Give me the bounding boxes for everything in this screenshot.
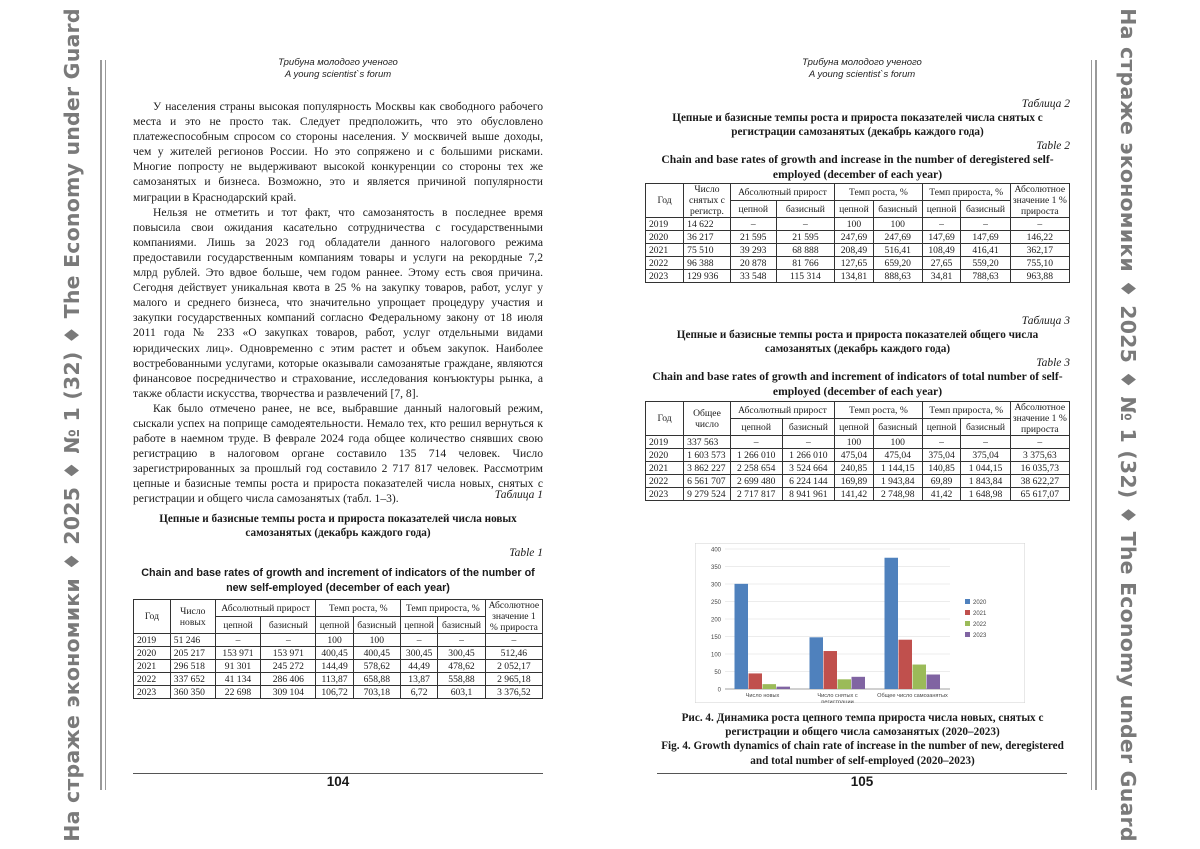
table-cell: 108,49 [922, 244, 961, 257]
table-cell: 140,85 [922, 462, 961, 475]
table-cell: 296 518 [170, 660, 215, 673]
col-growth-header: Темп роста, % [835, 184, 923, 201]
table-cell: 2 965,18 [485, 673, 542, 686]
table-cell: 51 246 [170, 634, 215, 647]
x-category-label: регистрации [821, 699, 854, 703]
table-cell: 475,04 [835, 449, 874, 462]
col-base-header: базисный [776, 201, 834, 218]
figure-caption-ru: Рис. 4. Динамика роста цепного темпа прироста числа новых, снятых с регистрации и общего числа самозанятых (2020–2023) [681, 712, 1044, 739]
legend-label: 2020 [973, 600, 987, 606]
table-cell: – [485, 634, 542, 647]
right-running-header [657, 57, 1067, 81]
table-row [646, 475, 1070, 488]
table-cell: – [961, 218, 1010, 231]
table-cell: 100 [316, 634, 353, 647]
table-cell: 1 648,98 [961, 488, 1010, 501]
table-cell: 2022 [646, 475, 684, 488]
table-cell: 2023 [646, 270, 684, 283]
figure-caption-en: Fig. 4. Growth dynamics of chain rate of increase in the number of new, deregistered and total number of self-employed (2020–2023) [661, 740, 1064, 767]
table-row [134, 686, 543, 699]
table-row [646, 449, 1070, 462]
table-cell: 2021 [646, 462, 684, 475]
table-cell: – [261, 634, 316, 647]
table-cell: 129 936 [684, 270, 731, 283]
table-cell: 34,81 [922, 270, 961, 283]
bar-2022 [838, 679, 852, 689]
table-row [646, 244, 1070, 257]
table-cell: 2020 [646, 231, 684, 244]
col-year-header: Год [646, 402, 684, 436]
table-cell: 2 052,17 [485, 660, 542, 673]
left-spine-text: На страже экономики ♦ 2025 ♦ № 1 (32) ♦ The Economy under Guard [60, 7, 84, 842]
table-cell: 75 510 [684, 244, 731, 257]
table-cell: 703,18 [353, 686, 400, 699]
table-header-row [134, 600, 543, 617]
table-cell: 755,10 [1010, 257, 1069, 270]
table-cell: 100 [873, 436, 922, 449]
legend-label: 2023 [973, 633, 987, 639]
table-cell: 245 272 [261, 660, 316, 673]
y-tick-label: 250 [710, 600, 721, 606]
bar-2023 [852, 677, 866, 689]
col-count-header: Общее число [684, 402, 731, 436]
col-base-header: базисный [961, 419, 1010, 436]
table-cell: 33 548 [730, 270, 776, 283]
table-cell: – [1010, 436, 1069, 449]
table-cell: 240,85 [835, 462, 874, 475]
table-row [646, 462, 1070, 475]
bar-2020 [735, 584, 749, 689]
right-spine-rule-thin [1091, 60, 1092, 790]
table-row [646, 270, 1070, 283]
table-cell: 416,41 [961, 244, 1010, 257]
table-cell: 27,65 [922, 257, 961, 270]
left-spine-rule-thin [105, 60, 106, 790]
table-cell: 1 603 573 [684, 449, 731, 462]
col-growth-header: Темп роста, % [316, 600, 400, 617]
table-cell: 2 258 654 [730, 462, 782, 475]
col-year-header: Год [134, 600, 171, 634]
bar-2020 [885, 558, 899, 689]
table-cell: 39 293 [730, 244, 776, 257]
table3-block [645, 314, 1070, 501]
table-cell: 362,17 [1010, 244, 1069, 257]
table-row [646, 231, 1070, 244]
table-cell: 2019 [646, 436, 684, 449]
col-abs-header: Абсолютный прирост [215, 600, 316, 617]
table-cell: 44,49 [400, 660, 437, 673]
col-count-header: Число снятых с регистр. [684, 184, 731, 218]
table-cell: 475,04 [873, 449, 922, 462]
table-cell: – [438, 634, 486, 647]
table-cell: – [922, 436, 961, 449]
table-cell: – [215, 634, 260, 647]
y-tick-label: 350 [710, 565, 721, 571]
table-cell: 6 561 707 [684, 475, 731, 488]
table-cell: 788,63 [961, 270, 1010, 283]
legend-label: 2021 [973, 611, 987, 617]
table-cell: 100 [873, 218, 922, 231]
col-base-header: базисный [873, 419, 922, 436]
table-cell: 153 971 [215, 647, 260, 660]
table-cell: 2020 [134, 647, 171, 660]
table-cell: 41,42 [922, 488, 961, 501]
table-cell: 400,45 [353, 647, 400, 660]
table-cell: 2021 [134, 660, 171, 673]
right-page-number: 105 [850, 774, 874, 789]
table-cell: 91 301 [215, 660, 260, 673]
legend-swatch-2022 [965, 621, 970, 626]
table-cell: 68 888 [776, 244, 834, 257]
table-cell: 2023 [134, 686, 171, 699]
table-cell: 3 375,63 [1010, 449, 1069, 462]
table-cell: 2022 [646, 257, 684, 270]
col-base-header: базисный [261, 617, 316, 634]
table-cell: 300,45 [438, 647, 486, 660]
table1-title-en: Chain and base rates of growth and increment of indicators of the number of new self-employed (december of each year) [141, 567, 535, 594]
table3 [645, 401, 1070, 501]
y-tick-label: 400 [710, 547, 721, 554]
table-cell: 963,88 [1010, 270, 1069, 283]
col-abs-header: Абсолютный прирост [730, 402, 834, 419]
table-cell: 309 104 [261, 686, 316, 699]
table-cell: 20 878 [730, 257, 776, 270]
table-cell: 1 943,84 [873, 475, 922, 488]
table1-label-ru: Таблица 1 [494, 489, 543, 501]
left-spine-rule [100, 60, 102, 790]
col-chain-header: цепной [316, 617, 353, 634]
table-cell: 41 134 [215, 673, 260, 686]
col-incr-header: Темп прироста, % [922, 184, 1010, 201]
table2-block [645, 97, 1070, 283]
table-header-row [646, 402, 1070, 419]
table2-title-en: Chain and base rates of growth and increase in the number of deregistered self-employed (december of each year) [661, 153, 1054, 181]
table-cell: 2019 [646, 218, 684, 231]
table2-title-ru: Цепные и базисные темпы роста и прироста показателей числа снятых с регистрации самозанятых (декабрь каждого года) [672, 112, 1043, 138]
bar-2021 [899, 640, 913, 689]
col-base-header: базисный [873, 201, 922, 218]
table1-title-ru: Цепные и базисные темпы роста и прироста показателей числа новых самозанятых (декабрь каждого года) [159, 513, 517, 539]
table2 [645, 183, 1070, 283]
table-cell: 127,65 [835, 257, 874, 270]
table-cell: 247,69 [873, 231, 922, 244]
table-row [646, 436, 1070, 449]
bar-2021 [749, 673, 763, 689]
journal-title-en: A young scientist`s forum [808, 69, 916, 80]
table-cell: 208,49 [835, 244, 874, 257]
figure-4-caption [655, 711, 1070, 768]
table-cell: 2023 [646, 488, 684, 501]
col-base-header: базисный [353, 617, 400, 634]
table-cell: – [400, 634, 437, 647]
col-base-header: базисный [961, 201, 1010, 218]
table-cell: 400,45 [316, 647, 353, 660]
col-year-header: Год [646, 184, 684, 218]
table-cell: 578,62 [353, 660, 400, 673]
table-row [646, 218, 1070, 231]
right-spine-text: На страже экономики ♦ 2025 ♦ № 1 (32) ♦ The Economy under Guard [1116, 7, 1140, 842]
right-page [600, 0, 1200, 849]
table-cell: 144,49 [316, 660, 353, 673]
table-cell: 100 [835, 218, 874, 231]
table-cell: 337 652 [170, 673, 215, 686]
table-cell: 69,89 [922, 475, 961, 488]
col-abs-header: Абсолютный прирост [730, 184, 834, 201]
table-cell: 147,69 [961, 231, 1010, 244]
legend-swatch-2020 [965, 599, 970, 604]
table-cell: 1 044,15 [961, 462, 1010, 475]
table-cell: 14 622 [684, 218, 731, 231]
x-category-label: Число снятых с [817, 693, 858, 699]
table-cell: 13,87 [400, 673, 437, 686]
table-cell: 146,22 [1010, 231, 1069, 244]
table-cell: 1 266 010 [730, 449, 782, 462]
legend-swatch-2023 [965, 632, 970, 637]
bar-2023 [927, 675, 941, 689]
bar-2020 [810, 637, 824, 689]
bar-2023 [777, 687, 791, 689]
y-tick-label: 0 [717, 687, 721, 694]
table3-title-ru: Цепные и базисные темпы роста и прироста показателей общего числа самозанятых (декабрь каждого года) [676, 329, 1039, 355]
journal-title-ru: Трибуна молодого ученого [278, 57, 398, 68]
journal-title-ru: Трибуна молодого ученого [802, 57, 922, 68]
col-chain-header: цепной [835, 201, 874, 218]
table3-title-en: Chain and base rates of growth and increment of indicators of total number of self-employed (december of each year) [652, 370, 1063, 398]
paragraph: Как было отмечено ранее, не все, выбравшие данный налоговый режим, сыскали успех на поприще самодеятельности. Немало тех, кто решил вернуться к работе в наемном труде. В феврале 2024 года общее количество снявших свою регистрацию в налоговом органе составило 135 714 человек. Число зарегистрированных за прошлый год составило 2 717 817 человек. Рассмотрим цепные и базисные темпы роста и прироста показателей числа новых, снятых с регистрации и общего числа самозанятых (табл. 1–3). [133, 401, 543, 506]
table-cell: 375,04 [961, 449, 1010, 462]
bar-2022 [913, 665, 927, 689]
table-cell: – [730, 436, 782, 449]
table-cell: – [922, 218, 961, 231]
left-spine [46, 0, 98, 849]
table-header-row [646, 184, 1070, 201]
table-cell: – [730, 218, 776, 231]
table-cell: 300,45 [400, 647, 437, 660]
col-absval-header: Абсолютное значение 1 % прироста [1010, 402, 1069, 436]
table-cell: 337 563 [684, 436, 731, 449]
table-cell: 9 279 524 [684, 488, 731, 501]
col-absval-header: Абсолютное значение 1 % прироста [1010, 184, 1069, 218]
table1-label-en: Table 1 [509, 547, 543, 559]
table-row [134, 634, 543, 647]
table-cell: 38 622,27 [1010, 475, 1069, 488]
right-spine [1102, 0, 1154, 849]
y-tick-label: 50 [714, 670, 721, 676]
table-cell: 559,20 [961, 257, 1010, 270]
x-category-label: Общее число самозанятых [877, 693, 948, 699]
table-cell: 3 524 664 [782, 462, 835, 475]
table-cell: 2 748,98 [873, 488, 922, 501]
table-cell: 134,81 [835, 270, 874, 283]
legend-label: 2022 [973, 622, 987, 628]
bar-2021 [824, 651, 838, 689]
table3-label-en: Table 3 [1036, 357, 1070, 369]
table-cell: 147,69 [922, 231, 961, 244]
table-row [646, 257, 1070, 270]
y-tick-label: 150 [710, 635, 721, 641]
table2-label-ru: Таблица 2 [1021, 98, 1070, 110]
table-cell: 2022 [134, 673, 171, 686]
figure-4-chart [695, 543, 1025, 703]
table-cell: 205 217 [170, 647, 215, 660]
table-row [134, 660, 543, 673]
y-tick-label: 300 [710, 582, 721, 589]
col-chain-header: цепной [922, 201, 961, 218]
left-page-number: 104 [326, 774, 350, 789]
table-cell: 247,69 [835, 231, 874, 244]
table-cell: 2 699 480 [730, 475, 782, 488]
table-cell: – [961, 436, 1010, 449]
table-cell: 16 035,73 [1010, 462, 1069, 475]
table-cell: 36 217 [684, 231, 731, 244]
table-cell: 286 406 [261, 673, 316, 686]
table-cell: 169,89 [835, 475, 874, 488]
col-chain-header: цепной [400, 617, 437, 634]
legend-swatch-2021 [965, 610, 970, 615]
table-cell: 2020 [646, 449, 684, 462]
y-tick-label: 200 [710, 617, 721, 624]
table-row [134, 673, 543, 686]
table-cell: 512,46 [485, 647, 542, 660]
table-cell: 96 388 [684, 257, 731, 270]
col-base-header: базисный [782, 419, 835, 436]
col-chain-header: цепной [215, 617, 260, 634]
table-cell: 1 144,15 [873, 462, 922, 475]
col-growth-header: Темп роста, % [835, 402, 923, 419]
table-cell: 1 266 010 [782, 449, 835, 462]
table-cell: 6,72 [400, 686, 437, 699]
col-base-header: базисный [438, 617, 486, 634]
table-cell: 8 941 961 [782, 488, 835, 501]
table-cell: 106,72 [316, 686, 353, 699]
table-cell: 100 [353, 634, 400, 647]
col-absval-header: Абсолютное значение 1 % прироста [485, 600, 542, 634]
table-cell: 113,87 [316, 673, 353, 686]
table-cell: 888,63 [873, 270, 922, 283]
col-chain-header: цепной [835, 419, 874, 436]
table-cell: 153 971 [261, 647, 316, 660]
table-cell: 22 698 [215, 686, 260, 699]
table1-block [133, 488, 543, 699]
table-cell: 1 843,84 [961, 475, 1010, 488]
table-cell: 3 862 227 [684, 462, 731, 475]
table2-label-en: Table 2 [1036, 140, 1070, 152]
table-cell: 6 224 144 [782, 475, 835, 488]
paragraph: Нельзя не отметить и тот факт, что самозанятость в последнее время повысила свои ожидания касательно сотрудничества с государственными компаниями. Лишь за 2023 год обладатели данного налогового режима предоставили государственным компаниям товары и услуги на рекордные 7,2 млрд рублей. Это вдвое больше, чем годом раннее. Этому есть своя причина. Сегодня действует уникальная квота в 25 % на закупку товаров, работ, услуг у малого и среднего бизнеса, что значительно упрощает процедуру участия и закупки государственных компаний согласно Федеральному закону от 18 июля 2011 года № 233 «О закупках товаров, работ, услуг отдельными видами юридических лиц». Одновременно с этим растет и объем закупок. Наиболее востребованными услугами, которые оказывали самозанятые граждане, являются финансовое посредничество и страхование, исследования конъюктуры рынка, а также области искусства, творчества и развлечений [7, 8]. [133, 205, 543, 400]
table-cell: 65 617,07 [1010, 488, 1069, 501]
table-cell: – [1010, 218, 1069, 231]
table-cell: 2019 [134, 634, 171, 647]
table-row [134, 647, 543, 660]
left-running-header [133, 57, 543, 81]
journal-title-en: A young scientist`s forum [284, 69, 392, 80]
table-cell: – [776, 218, 834, 231]
right-spine-rule [1095, 60, 1097, 790]
table-cell: 603,1 [438, 686, 486, 699]
table-cell: 21 595 [776, 231, 834, 244]
table-cell: 2 717 817 [730, 488, 782, 501]
bar-2022 [763, 684, 777, 689]
left-body-text [133, 99, 543, 507]
table-cell: – [782, 436, 835, 449]
table-cell: 100 [835, 436, 874, 449]
y-tick-label: 100 [710, 652, 721, 659]
table-cell: 659,20 [873, 257, 922, 270]
col-incr-header: Темп прироста, % [922, 402, 1010, 419]
table-cell: 2021 [646, 244, 684, 257]
table-cell: 658,88 [353, 673, 400, 686]
col-count-header: Число новых [170, 600, 215, 634]
col-incr-header: Темп прироста, % [400, 600, 485, 617]
table-cell: 115 314 [776, 270, 834, 283]
col-chain-header: цепной [730, 419, 782, 436]
table1 [133, 599, 543, 699]
table-cell: 3 376,52 [485, 686, 542, 699]
table-cell: 516,41 [873, 244, 922, 257]
table-cell: 21 595 [730, 231, 776, 244]
col-chain-header: цепной [922, 419, 961, 436]
table-cell: 375,04 [922, 449, 961, 462]
table-cell: 558,88 [438, 673, 486, 686]
table-row [646, 488, 1070, 501]
chart-svg [695, 543, 1025, 703]
table-cell: 360 350 [170, 686, 215, 699]
col-chain-header: цепной [730, 201, 776, 218]
table-cell: 81 766 [776, 257, 834, 270]
x-category-label: Число новых [745, 693, 780, 699]
table-cell: 478,62 [438, 660, 486, 673]
paragraph: У населения страны высокая популярность Москвы как свободного рабочего места и это не просто так. Следует предположить, что это обусловлено платежеспособным спросом со стороны населения. У москвичей выше доходы, чем у жителей регионов России. Но это сопряжено и с большими рисками. Многие попросту не выдерживают высокой конкуренции со стороны тех же самозанятых и бизнеса. Возможно, это и является причиной популярности миграции в Краснодарский край. [133, 100, 543, 204]
table3-label-ru: Таблица 3 [1021, 315, 1070, 327]
table-cell: 141,42 [835, 488, 874, 501]
